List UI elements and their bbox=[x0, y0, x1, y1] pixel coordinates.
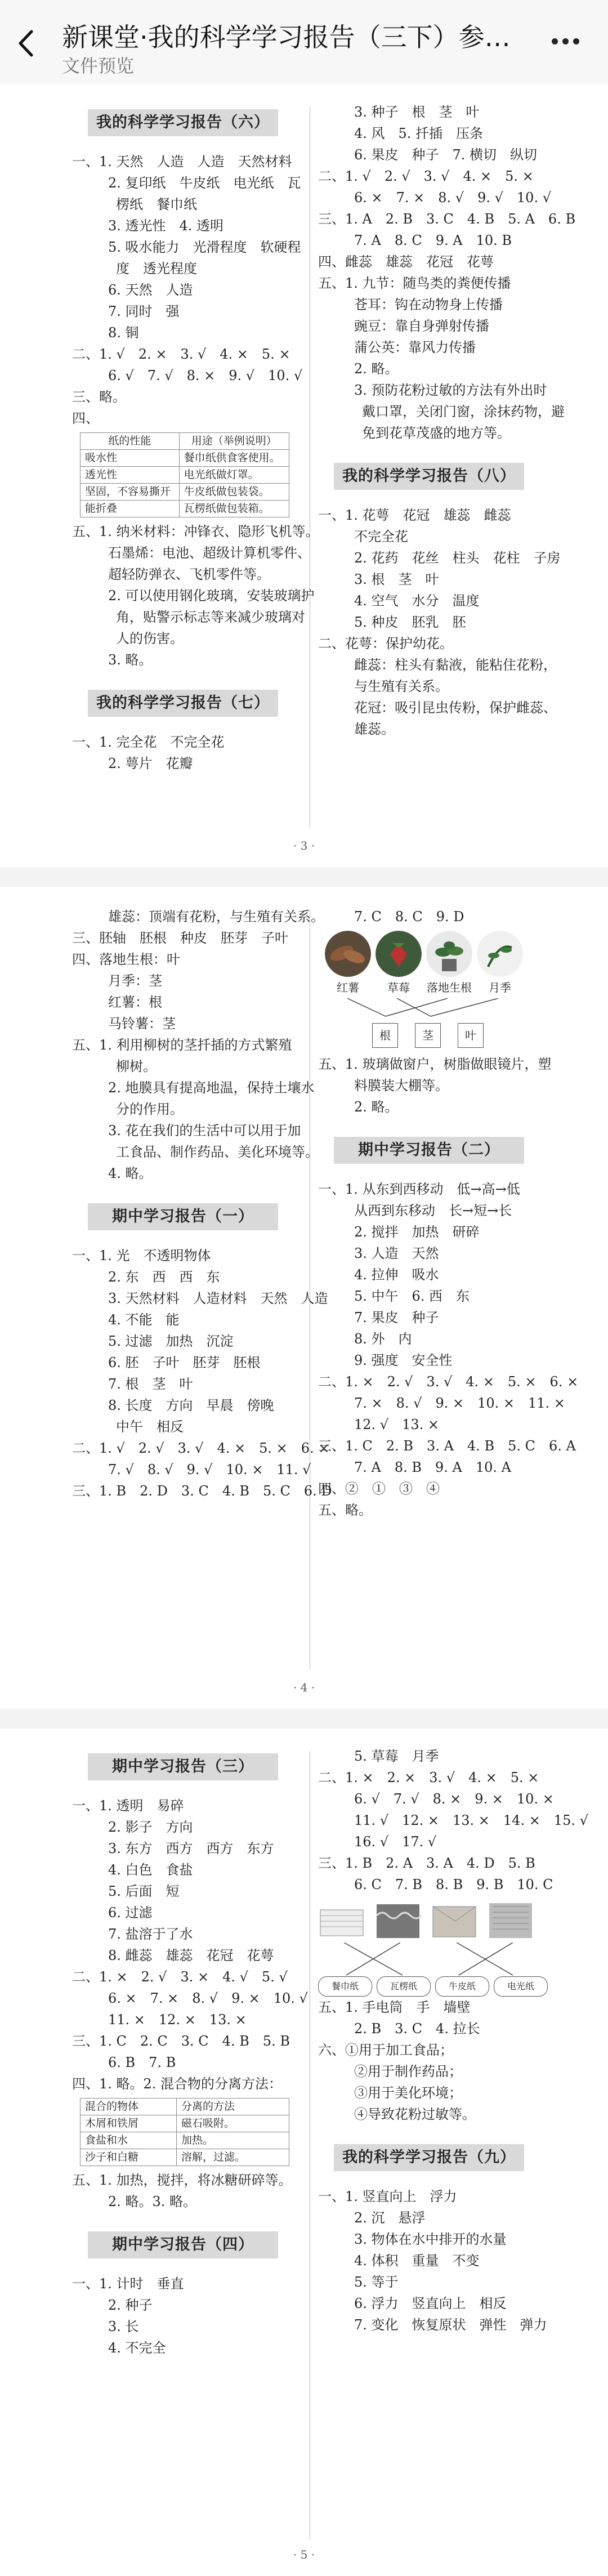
answer-line: 7. A 8. B 9. A 10. A bbox=[354, 1459, 512, 1475]
section-header: 期中学习报告（二） bbox=[334, 1137, 524, 1164]
answer-line: 3. 略。 bbox=[108, 652, 153, 668]
answer-line: 3. 天然材料 人造材料 天然 人造 bbox=[108, 1291, 328, 1306]
answer-line: 3. 透光性 4. 透明 bbox=[108, 218, 224, 234]
answer-line: 5. 吸水能力 光滑程度 软硬程 bbox=[108, 239, 301, 255]
answer-line: 分的作用。 bbox=[116, 1101, 184, 1117]
answer-line: 6. 天然 人造 bbox=[108, 282, 193, 298]
answer-line: 四、落地生根：叶 bbox=[72, 952, 180, 967]
more-dot-icon bbox=[562, 38, 569, 44]
answer-line: 8. 外 内 bbox=[354, 1331, 412, 1347]
table-cell: 加热。 bbox=[176, 2132, 289, 2149]
more-dot-icon bbox=[552, 38, 558, 44]
right-column bbox=[318, 906, 579, 1521]
answer-line: 蒲公英：靠风力传播 bbox=[354, 340, 476, 355]
answer-line: 6. √ 7. √ 8. × 9. √ 10. √ bbox=[108, 368, 303, 383]
answer-line: 7. 同时 强 bbox=[108, 303, 180, 319]
page-number: · 5 · bbox=[293, 2548, 315, 2561]
section-header: 我的科学学习报告（六） bbox=[88, 109, 278, 136]
more-dot-icon bbox=[573, 38, 579, 44]
answer-line: 三、1. C 2. B 3. A 4. B 5. C 6. A bbox=[318, 1438, 576, 1454]
answer-line: 一、1. 花萼 花冠 雄蕊 雌蕊 bbox=[318, 507, 511, 523]
document-page-3 bbox=[0, 84, 608, 867]
kalanchoe-image bbox=[426, 931, 472, 977]
section-header: 我的科学学习报告（九） bbox=[334, 2144, 524, 2171]
answer-line: 4. 不完全 bbox=[108, 2340, 166, 2356]
right-column bbox=[318, 1745, 588, 2336]
answer-line: 4. 空气 水分 温度 bbox=[354, 593, 480, 609]
answer-line: 二、1. × 2. √ 3. √ 4. × 5. × 6. × bbox=[318, 1374, 579, 1390]
table-cell: 溶解，过滤。 bbox=[176, 2149, 289, 2166]
answer-line: 2. 种子 bbox=[108, 2297, 153, 2313]
document-page-5 bbox=[0, 1729, 608, 2576]
answer-line: 6. C 7. B 8. B 9. B 10. C bbox=[354, 1877, 553, 1892]
answer-line: 4. 白色 食盐 bbox=[108, 1862, 193, 1878]
glazed-paper-image bbox=[487, 1899, 534, 1943]
left-column bbox=[72, 1729, 308, 2359]
answer-line: 2. 影子 方向 bbox=[108, 1819, 193, 1835]
section-header: 期中学习报告（一） bbox=[88, 1203, 278, 1230]
paper-label: 电光纸 bbox=[494, 1976, 548, 1997]
answer-line: 4. 风 5. 扦插 压条 bbox=[354, 126, 484, 141]
table-cell: 电光纸做灯罩。 bbox=[179, 467, 289, 484]
answer-line: 雌蕊：柱头有黏液，能粘住花粉， bbox=[354, 657, 557, 673]
plant-image-row bbox=[325, 931, 549, 977]
answer-line: 三、1. B 2. D 3. C 4. B 5. C 6. D bbox=[72, 1483, 332, 1499]
answer-line: 7. 盐溶于了水 bbox=[108, 1926, 193, 1942]
answer-line: 五、1. 玻璃做窗户，树脂做眼镜片，塑 bbox=[318, 1056, 552, 1072]
answer-line: 角，贴警示标志等来减少玻璃对 bbox=[116, 609, 305, 625]
corrugated-paper-image bbox=[374, 1899, 422, 1943]
answer-line: 2. 略。 bbox=[354, 361, 399, 377]
answer-line: 五、1. 利用柳树的茎扦插的方式繁殖 bbox=[72, 1037, 292, 1053]
table-cell: 沙子和白糖 bbox=[81, 2149, 177, 2166]
answer-line: 6. 果皮 种子 7. 横切 纵切 bbox=[354, 147, 538, 163]
answer-line: 石墨烯：电池、超级计算机零件、 bbox=[108, 545, 311, 561]
answer-line: 雄蕊：顶端有花粉，与生殖有关系。 bbox=[108, 909, 324, 925]
answer-line: 二、花萼：保护幼花。 bbox=[318, 636, 453, 651]
answer-line: 4. 体积 重量 不变 bbox=[354, 2253, 480, 2269]
answer-line: 二、1. × 2. √ 3. × 4. √ 5. √ bbox=[72, 1969, 288, 1985]
answer-line: 四、 bbox=[72, 410, 99, 426]
image-caption: 草莓 bbox=[387, 981, 410, 994]
table-cell: 能折叠 bbox=[81, 501, 180, 517]
chevron-left-icon bbox=[16, 29, 36, 57]
answer-line: 一、1. 完全花 不完全花 bbox=[72, 734, 225, 750]
answer-line: 6. 胚 子叶 胚芽 胚根 bbox=[108, 1355, 261, 1370]
answer-table bbox=[80, 432, 289, 517]
answer-line: 5. 中午 6. 西 东 bbox=[354, 1288, 470, 1304]
answer-line: ③用于美化环境； bbox=[354, 2085, 462, 2101]
page-number: · 4 · bbox=[293, 1681, 315, 1694]
answer-line: 度 透光程度 bbox=[116, 261, 197, 276]
answer-line: 16. √ 17. √ bbox=[354, 1834, 437, 1850]
answer-line: 3. 长 bbox=[108, 2319, 139, 2334]
answer-line: 6. √ 7. √ 8. × 9. × 10. × bbox=[354, 1791, 554, 1807]
answer-line: 一、1. 透明 易碎 bbox=[72, 1798, 184, 1814]
answer-line: 三、1. A 2. B 3. C 4. B 5. A 6. B bbox=[318, 211, 576, 227]
answer-line: 11. √ 12. × 13. × 14. × 15. √ bbox=[354, 1812, 588, 1828]
answer-line: 6. × 7. × 8. √ 9. × 10. √ bbox=[108, 1990, 308, 2006]
answer-line: 三、1. C 2. C 3. C 4. B 5. B bbox=[72, 2033, 290, 2049]
answer-line: 2. 沉 悬浮 bbox=[354, 2210, 426, 2226]
answer-line: 五、1. 加热，搅拌，将冰糖研碎等。 bbox=[72, 2172, 292, 2188]
section-header: 我的科学学习报告（七） bbox=[88, 690, 278, 717]
page-number: · 3 · bbox=[293, 839, 315, 852]
answer-line: 一、1. 光 不透明物体 bbox=[72, 1248, 211, 1264]
strawberry-image bbox=[375, 931, 422, 977]
answer-line: 工食品、制作药品、美化环境等。 bbox=[116, 1144, 319, 1160]
answer-line: 11. × 12. × 13. × bbox=[108, 2012, 247, 2028]
answer-line: 月季：茎 bbox=[108, 973, 162, 989]
answer-line: 中午 相反 bbox=[116, 1419, 184, 1435]
answer-line: 7. A 8. C 9. A 10. B bbox=[354, 233, 512, 248]
plant-caption-row bbox=[325, 977, 549, 998]
answer-line: 12. √ 13. × bbox=[354, 1417, 439, 1432]
answer-line: 柳树。 bbox=[116, 1059, 157, 1074]
table-cell: 透光性 bbox=[81, 467, 180, 484]
table-cell: 瓦楞纸做包装箱。 bbox=[179, 501, 289, 517]
image-caption: 月季 bbox=[489, 981, 511, 994]
section-header: 期中学习报告（四） bbox=[88, 2231, 278, 2258]
section-header: 期中学习报告（三） bbox=[88, 1753, 278, 1780]
answer-line: 2. 可以使用钢化玻璃，安装玻璃护 bbox=[108, 588, 315, 604]
napkin-image bbox=[318, 1899, 365, 1943]
table-cell: 牛皮纸做包装袋。 bbox=[179, 484, 289, 501]
answer-line: 7. × 8. √ 9. × 10. × 11. × bbox=[354, 1395, 565, 1411]
answer-line: 二、1. √ 2. √ 3. √ 4. × 5. × bbox=[318, 168, 534, 184]
paper-label-row bbox=[318, 1976, 549, 1997]
answer-line: 7. √ 8. √ 9. √ 10. × 11. √ bbox=[108, 1462, 311, 1477]
answer-line: ④导致花粉过敏等。 bbox=[354, 2106, 476, 2122]
answer-line: 8. 长度 方向 早晨 傍晚 bbox=[108, 1398, 274, 1413]
document-page-4 bbox=[0, 887, 608, 1709]
answer-line: 2. 略。3. 略。 bbox=[108, 2194, 197, 2209]
table-cell: 磁石吸附。 bbox=[176, 2115, 289, 2132]
answer-line: 5. 过滤 加热 沉淀 bbox=[108, 1333, 234, 1349]
answer-line: 2. 略。 bbox=[354, 1099, 399, 1115]
answer-line: 一、1. 竖直向上 浮力 bbox=[318, 2189, 457, 2204]
answer-line: 5. 草莓 月季 bbox=[354, 1748, 439, 1764]
table-cell: 食盐和水 bbox=[81, 2132, 177, 2149]
table-cell: 坚固，不容易撕开 bbox=[81, 484, 180, 501]
matching-lines bbox=[318, 1943, 543, 1976]
answer-line: 4. 略。 bbox=[108, 1166, 153, 1181]
plant-part-row bbox=[372, 1023, 549, 1048]
image-caption: 落地生根 bbox=[427, 981, 472, 994]
answer-line: 超轻防弹衣、飞机零件等。 bbox=[108, 566, 270, 582]
answer-line: 2. 地膜具有提高地温，保持土壤水 bbox=[108, 1080, 315, 1096]
answer-line: 楞纸 餐巾纸 bbox=[116, 197, 197, 212]
answer-line: 五、略。 bbox=[318, 1502, 372, 1518]
answer-line: 4. 拉伸 吸水 bbox=[354, 1267, 439, 1283]
answer-line: 2. 花药 花丝 柱头 花柱 子房 bbox=[354, 550, 561, 566]
answer-line: 2. 搅拌 加热 研碎 bbox=[354, 1224, 480, 1240]
answer-line: 一、1. 从东到西移动 低→高→低 bbox=[318, 1181, 520, 1197]
answer-line: 6. 过滤 bbox=[108, 1905, 153, 1921]
answer-line: 3. 根 茎 叶 bbox=[354, 572, 439, 587]
answer-line: 2. 复印纸 牛皮纸 电光纸 瓦 bbox=[108, 175, 301, 191]
table-cell: 吸水性 bbox=[81, 450, 180, 467]
answer-line: 三、胚轴 胚根 种皮 胚芽 子叶 bbox=[72, 930, 288, 946]
answer-line: 3. 预防花粉过敏的方法有外出时 bbox=[354, 382, 547, 398]
answer-line: 二、1. × 2. × 3. √ 4. × 5. × bbox=[318, 1770, 539, 1785]
answer-line: 6. B 7. B bbox=[108, 2055, 176, 2070]
answer-line: 三、1. B 2. A 3. A 4. D 5. B bbox=[318, 1855, 535, 1871]
paper-label: 瓦楞纸 bbox=[377, 1976, 431, 1997]
answer-line: 戴口罩，关闭门窗，涂抹药物，避 bbox=[362, 404, 565, 419]
answer-line: 3. 物体在水中排开的水量 bbox=[354, 2231, 507, 2247]
section-header: 我的科学学习报告（八） bbox=[334, 463, 524, 490]
answer-line: 5. 等于 bbox=[354, 2274, 399, 2290]
document-title: 新课堂·我的科学学习报告（三下）参… bbox=[62, 22, 511, 52]
answer-line: 人的伤害。 bbox=[116, 631, 184, 646]
answer-line: 5. 后面 短 bbox=[108, 1883, 180, 1899]
sweet-potato-image bbox=[325, 931, 371, 977]
paper-label: 餐巾纸 bbox=[318, 1976, 372, 1997]
paper-image-row bbox=[318, 1899, 549, 1943]
answer-line: 与生殖有关系。 bbox=[354, 678, 449, 694]
answer-line: 一、1. 计时 垂直 bbox=[72, 2276, 184, 2292]
answer-line: 6. × 7. × 8. √ 9. √ 10. √ bbox=[354, 190, 552, 206]
answer-line: 红薯：根 bbox=[108, 994, 162, 1010]
answer-line: 2. 东 西 西 东 bbox=[108, 1269, 220, 1285]
part-box: 叶 bbox=[458, 1023, 484, 1048]
answer-line: 8. 铜 bbox=[108, 325, 139, 341]
answer-line: 免到花草茂盛的地方等。 bbox=[362, 425, 511, 441]
image-caption: 红薯 bbox=[337, 981, 359, 994]
answer-line: 四、1. 略。2. 混合物的分离方法： bbox=[72, 2076, 283, 2092]
top-bar bbox=[0, 0, 608, 85]
answer-line: 9. 强度 安全性 bbox=[354, 1352, 453, 1368]
kraft-paper-image bbox=[431, 1899, 478, 1943]
left-column bbox=[72, 84, 319, 774]
answer-line: 7. 根 茎 叶 bbox=[108, 1376, 193, 1392]
answer-line: ②用于制作药品； bbox=[354, 2064, 462, 2079]
answer-line: 马铃薯：茎 bbox=[108, 1016, 176, 1032]
answer-line: 5. 种皮 胚乳 胚 bbox=[354, 614, 466, 630]
answer-line: 2. B 3. C 4. 拉长 bbox=[354, 2021, 480, 2037]
table-header: 纸的性能 bbox=[81, 433, 180, 450]
answer-line: 苍耳：钩在动物身上传播 bbox=[354, 297, 503, 312]
table-header: 分离的方法 bbox=[176, 2099, 289, 2115]
answer-line: 7. 果皮 种子 bbox=[354, 1310, 439, 1325]
answer-line: 六、①用于加工食品； bbox=[318, 2042, 453, 2058]
answer-line: 四、② ① ③ ④ bbox=[318, 1481, 440, 1497]
answer-line: 3. 种子 根 茎 叶 bbox=[354, 104, 480, 120]
answer-line: 五、1. 九节：随鸟类的粪便传播 bbox=[318, 275, 511, 291]
answer-line: 雄蕊。 bbox=[354, 721, 395, 737]
answer-line: 3. 人造 天然 bbox=[354, 1245, 439, 1261]
table-cell: 木屑和铁屑 bbox=[81, 2115, 177, 2132]
answer-line: 7. 变化 恢复原状 弹性 弹力 bbox=[354, 2317, 547, 2333]
table-header: 用途（举例说明） bbox=[179, 433, 289, 450]
answer-line: 4. 不能 能 bbox=[108, 1312, 180, 1328]
answer-line: 一、1. 天然 人造 人造 天然材料 bbox=[72, 154, 292, 169]
answer-line: 五、1. 手电筒 手 墙壁 bbox=[318, 1999, 471, 2015]
answer-line: 三、略。 bbox=[72, 389, 126, 405]
answer-line: 2. 萼片 花瓣 bbox=[108, 756, 193, 771]
matching-lines bbox=[318, 998, 532, 1017]
part-box: 根 bbox=[372, 1023, 398, 1048]
answer-line: 豌豆：靠自身弹射传播 bbox=[354, 318, 489, 334]
answer-line: 8. 雌蕊 雄蕊 花冠 花萼 bbox=[108, 1948, 274, 1963]
left-column bbox=[72, 906, 332, 1502]
answer-line: 五、1. 纳米材料：冲锋衣、隐形飞机等。 bbox=[72, 524, 319, 539]
answer-line: 不完全花 bbox=[354, 529, 408, 544]
rose-image bbox=[477, 931, 523, 977]
answer-line: 3. 花在我们的生活中可以用于加 bbox=[108, 1123, 301, 1139]
paper-label: 牛皮纸 bbox=[435, 1976, 489, 1997]
table-cell: 餐巾纸供食客使用。 bbox=[179, 450, 289, 467]
right-column bbox=[318, 101, 576, 740]
answer-line: 花冠：吸引昆虫传粉，保护雌蕊、 bbox=[354, 700, 557, 716]
answer-table bbox=[80, 2098, 289, 2166]
answer-line: 7. C 8. C 9. D bbox=[354, 909, 464, 925]
table-header: 混合的物体 bbox=[81, 2099, 177, 2115]
answer-line: 从西到东移动 长→短→长 bbox=[354, 1203, 512, 1218]
document-subtitle: 文件预览 bbox=[62, 55, 135, 77]
answer-line: 四、雌蕊 雄蕊 花冠 花萼 bbox=[318, 254, 494, 270]
answer-line: 3. 东方 西方 西方 东方 bbox=[108, 1841, 274, 1856]
answer-line: 二、1. √ 2. √ 3. √ 4. × 5. × 6. × bbox=[72, 1440, 330, 1456]
part-box: 茎 bbox=[415, 1023, 441, 1048]
answer-line: 6. 浮力 竖直向上 相反 bbox=[354, 2296, 507, 2311]
answer-line: 二、1. √ 2. × 3. √ 4. × 5. × bbox=[72, 346, 290, 362]
back-button[interactable] bbox=[16, 29, 36, 57]
more-button[interactable] bbox=[552, 36, 585, 50]
answer-line: 料膜装大棚等。 bbox=[354, 1078, 449, 1093]
